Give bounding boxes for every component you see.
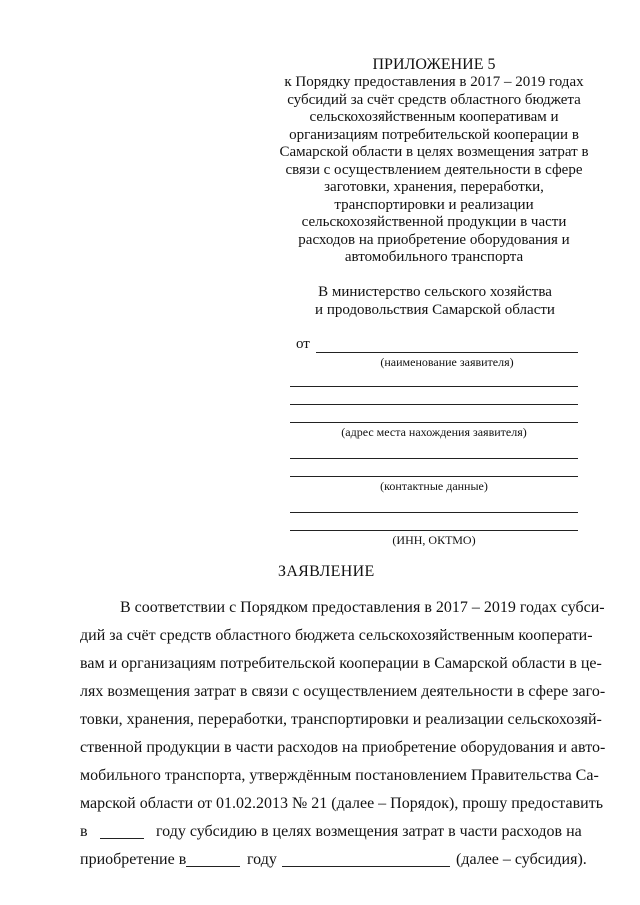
applicant-ids-caption: (ИНН, ОКТМО) [392,533,476,547]
addressee-line: и продовольствия Самарской области [315,302,555,318]
appendix-reference-line: транспортировки и реализации [334,196,534,213]
statement-purchase-middle: году [247,851,277,868]
statement-line: В соответствии с Порядком предоставления в 2017 – 2019 годах субси- [120,599,605,616]
addressee-line: В министерство сельского хозяйства [318,284,552,300]
applicant-name-field[interactable] [316,352,578,353]
appendix-reference-line: автомобильного транспорта [344,249,524,265]
from-label: от [296,336,310,352]
applicant-address-field-3[interactable] [290,422,578,423]
statement-line: дий за счёт средств областного бюджета сельскохозяйственным кооперати- [80,627,593,644]
statement-year-line [80,822,88,842]
appendix-reference-line: сельскохозяйственным кооперативам и [309,109,559,125]
appendix-reference-line: Самарской области в целях возмещения затрат в [279,144,589,160]
appendix-reference-line: сельскохозяйственной продукции в части [301,214,567,230]
appendix-reference-line: заготовки, хранения, переработки, [324,179,544,195]
appendix-title: ПРИЛОЖЕНИЕ 5 [372,56,496,73]
statement-line: лях возмещения затрат в связи с осуществлением деятельности в сфере заго- [80,683,606,700]
statement-line: мобильного транспорта, утверждённым постановлением Правительства Са- [80,767,599,784]
purchase-item-field[interactable] [282,852,450,867]
applicant-address-caption: (адрес места нахождения заявителя) [341,425,527,439]
statement-line: ственной продукции в части расходов на приобретение оборудования и авто- [80,739,606,756]
purchase-year-field[interactable] [186,852,240,867]
statement-line: вам и организациям потребительской кооперации в Самарской области в це- [80,655,602,672]
addressee-block [285,283,585,319]
appendix-reference-line: организациям потребительской кооперации в [289,126,579,143]
statement-heading: ЗАЯВЛЕНИЕ [278,563,375,580]
appendix-reference-line: субсидий за счёт средств областного бюджета [287,91,581,108]
statement-year-prefix: в [80,823,88,840]
applicant-address-field-2[interactable] [290,404,578,405]
applicant-contact-field-1[interactable] [290,458,578,459]
statement-line: товки, хранения, переработки, транспортировки и реализации сельскохозяй- [80,711,602,728]
applicant-contact-caption: (контактные данные) [380,479,488,493]
appendix-reference-line: расходов на приобретение оборудования и [298,231,570,248]
appendix-reference-line: связи с осуществлением деятельности в сфере [285,161,583,178]
subsidy-year-field[interactable] [100,824,144,839]
appendix-reference [268,74,600,267]
applicant-ids-field-2[interactable] [290,530,578,531]
applicant-contact-field-2[interactable] [290,476,578,477]
statement-year-suffix: году субсидию в целях возмещения затрат в части расходов на [156,823,582,840]
applicant-name-caption: (наименование заявителя) [380,355,514,369]
applicant-address-field-1[interactable] [290,386,578,387]
statement-purchase-suffix: (далее – субсидия). [456,851,587,868]
appendix-reference-line: к Порядку предоставления в 2017 – 2019 годах [284,74,584,90]
applicant-ids-field-1[interactable] [290,512,578,513]
statement-line: марской области от 01.02.2013 № 21 (далее – Порядок), прошу предоставить [80,795,603,812]
statement-purchase-prefix: приобретение в [80,851,187,868]
